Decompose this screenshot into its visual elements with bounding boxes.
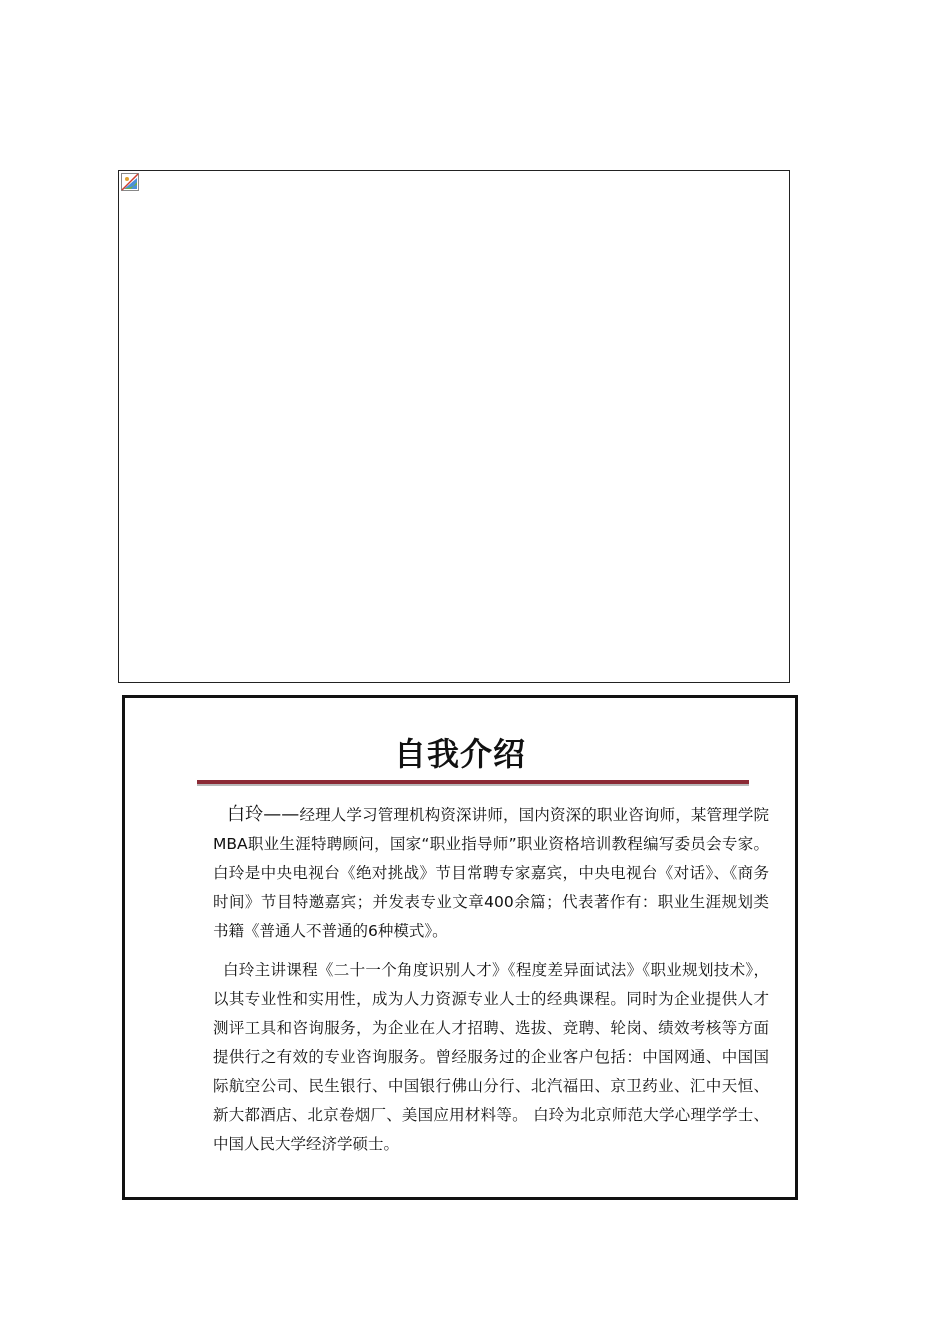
- intro-paragraph-2-text: 白玲主讲课程《二十一个角度识别人才》《程度差异面试法》《职业规划技术》，以其专业性和实用性，成为人力资源专业人士的经典课程。同时为企业提供人才测评工具和咨询服务，为企业在人才招聘、选拔、竞聘、轮岗、绩效考核等方面提供行之有效的专业咨询服务。曾经服务过的企业客户包括：中国网通、中国国际航空公司、民生银行、中国银行佛山分行、北汽福田、京卫药业、汇中天恒、新大都酒店、北京卷烟厂、美国应用材料等。 白玲为北京师范大学心理学学士、中国人民大学经济学硕士。: [213, 961, 769, 1153]
- intro-slide: [122, 695, 798, 1200]
- intro-paragraph-1-text: 经理人学习管理机构资深讲师，国内资深的职业咨询师，某管理学院MBA职业生涯特聘顾问，国家“职业指导师”职业资格培训教程编写委员会专家。白玲是中央电视台《绝对挑战》节目常聘专家嘉宾，中央电视台《对话》、《商务时间》节目特邀嘉宾；并发表专业文章400余篇；代表著作有：职业生涯规划类书籍《普通人不普通的6种模式》。: [213, 806, 769, 940]
- speaker-name: 白玲——: [227, 804, 300, 825]
- broken-image-icon: [121, 173, 139, 191]
- title-underline-shadow: [197, 784, 749, 786]
- image-placeholder: [118, 170, 790, 683]
- intro-paragraph-2: [213, 956, 769, 1159]
- slide-title: 自我介绍: [393, 735, 526, 773]
- intro-paragraph-1: [213, 800, 769, 946]
